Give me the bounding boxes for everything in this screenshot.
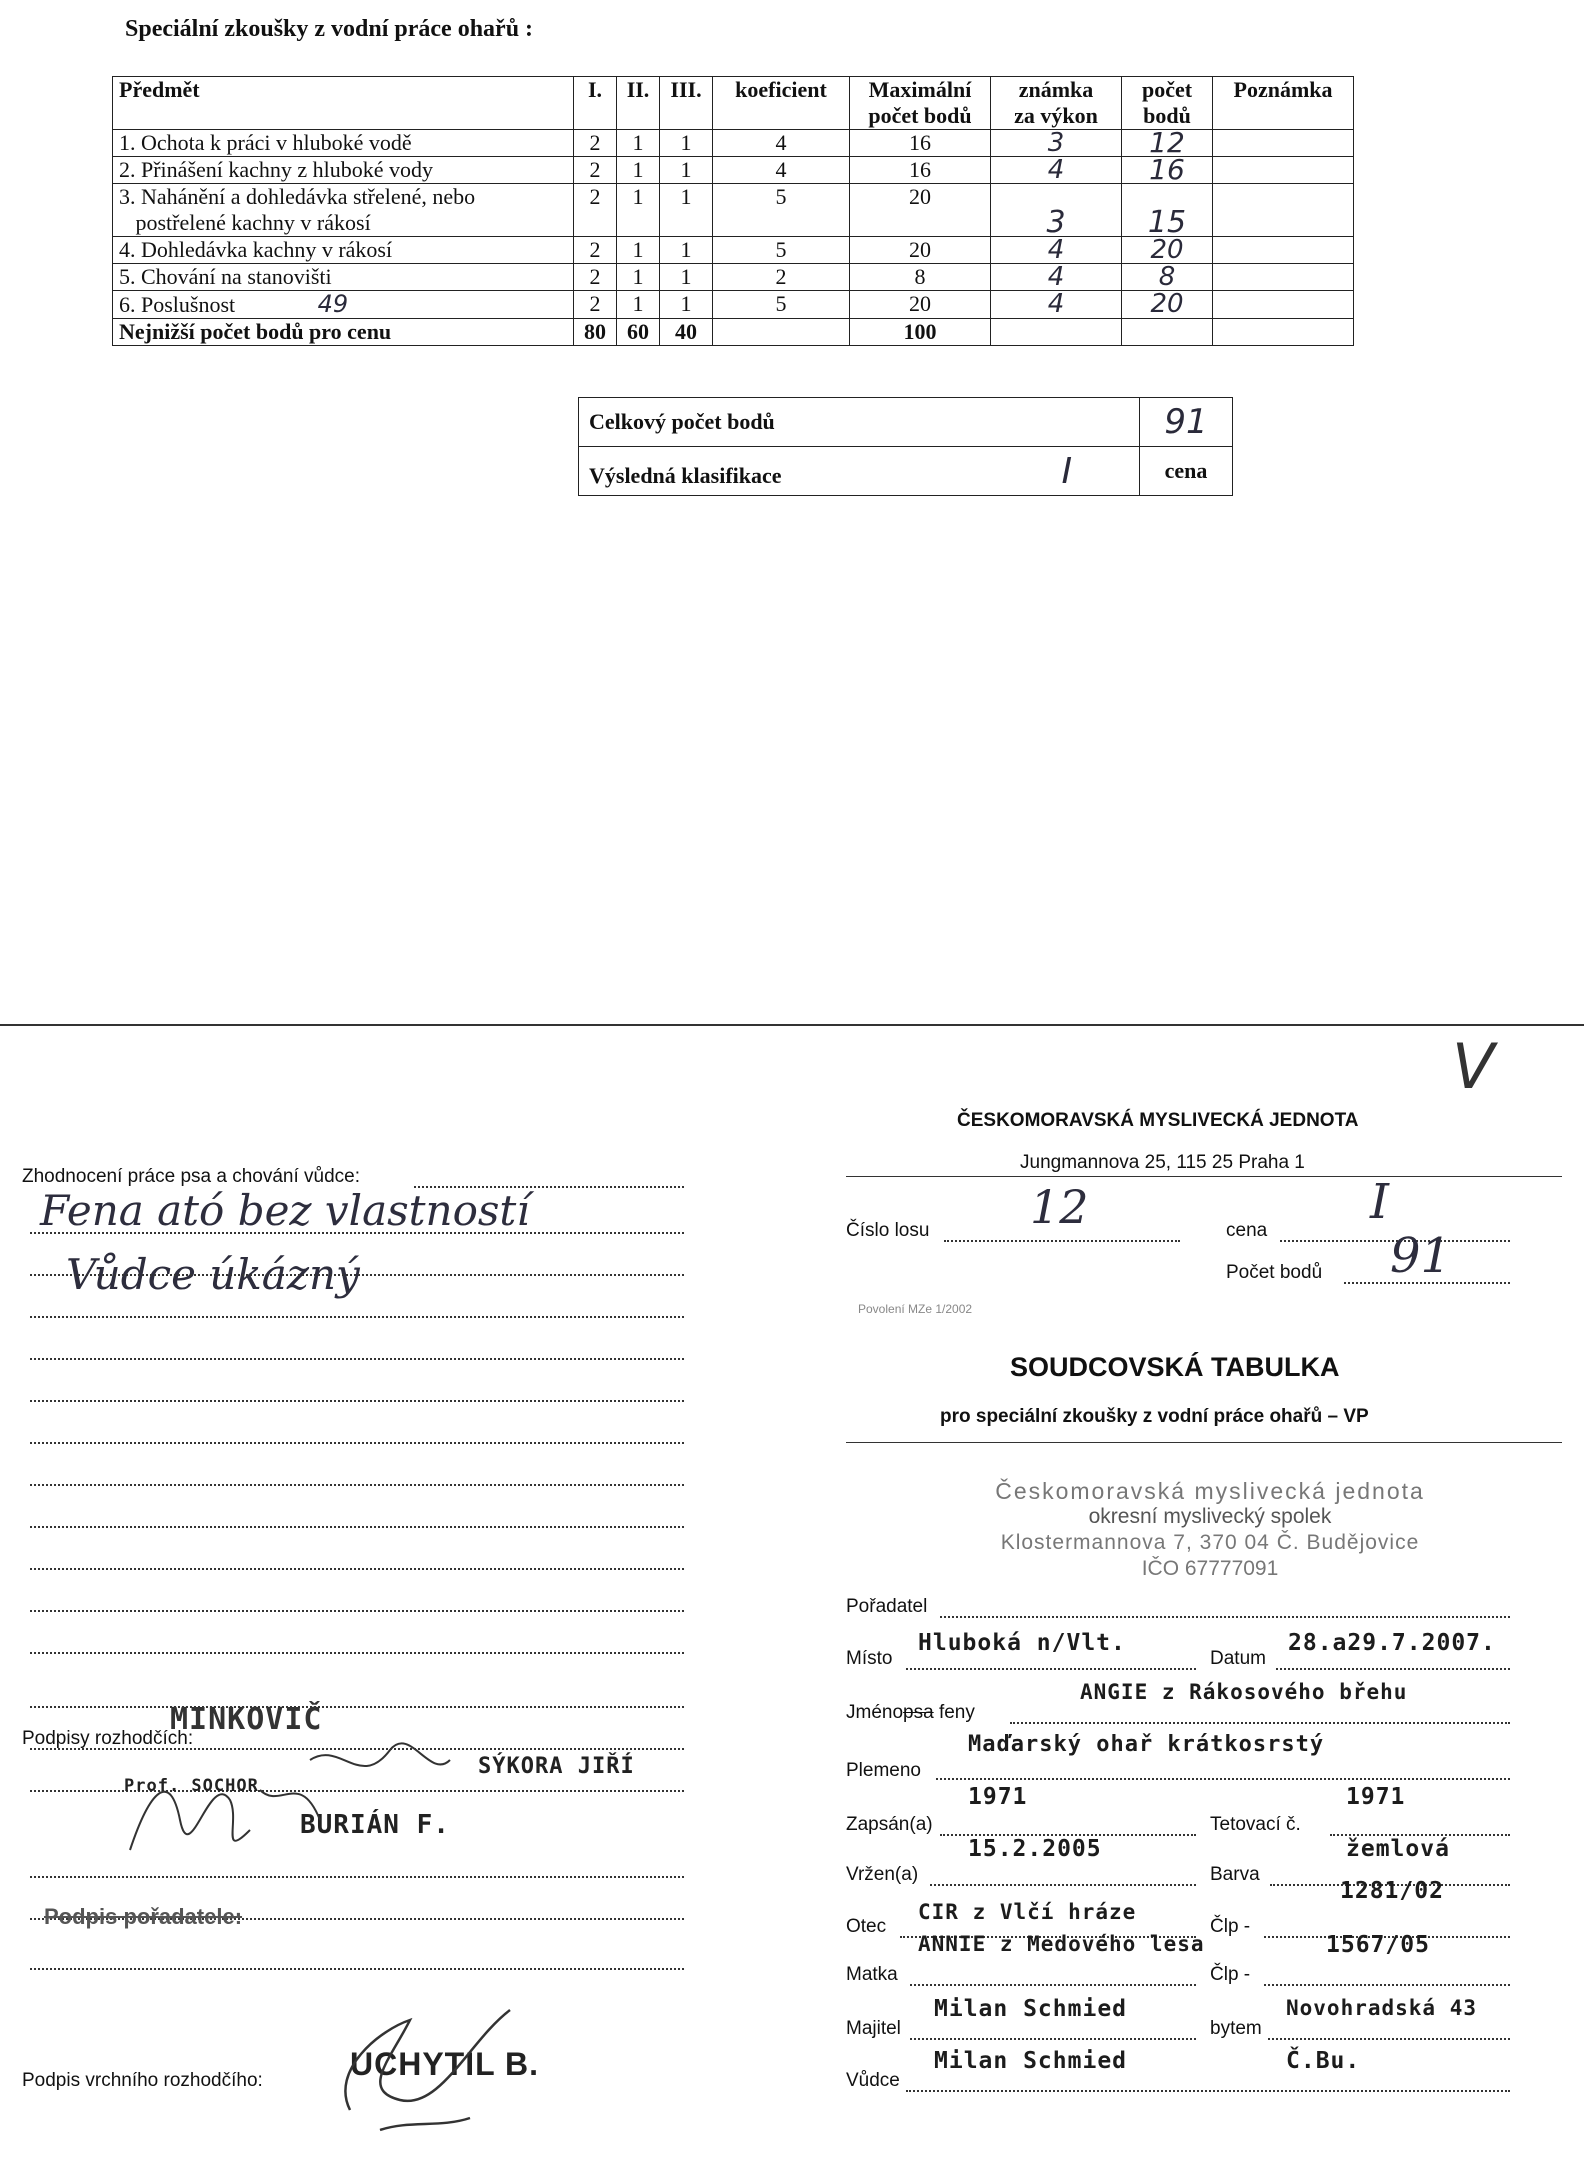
- summary-class-row: [579, 447, 1233, 496]
- dotted-line: [1268, 2038, 1510, 2040]
- row-ii: 1: [617, 184, 660, 237]
- total-points: [1122, 319, 1213, 346]
- chief-judge-stamp: UCHYTIL B.: [350, 2046, 539, 2082]
- row-note: [1213, 157, 1354, 184]
- row-ii: 1: [617, 291, 660, 319]
- margin-note: 49: [317, 290, 349, 318]
- total-iii: 40: [660, 319, 713, 346]
- row-grade: 3: [991, 184, 1122, 237]
- section-title: Speciální zkoušky z vodní práce ohařů :: [125, 16, 534, 42]
- approval-note: Povolení MZe 1/2002: [858, 1302, 973, 1316]
- total-i: 80: [574, 319, 617, 346]
- row-note: [1213, 264, 1354, 291]
- tattoo-label: Tetovací č.: [1210, 1814, 1301, 1835]
- dotted-line: [30, 1568, 684, 1570]
- row-iii: 1: [660, 157, 713, 184]
- row-grade: 3: [991, 130, 1122, 157]
- row-subject: 1. Ochota k práci v hluboké vodě: [113, 130, 574, 157]
- header-points: [1122, 77, 1213, 130]
- father-studbook-value: 1281/02: [1340, 1878, 1444, 1904]
- classification-suffix: cena: [1140, 447, 1233, 496]
- father-studbook-label: Člp -: [1210, 1916, 1251, 1937]
- prize-label: cena: [1226, 1220, 1268, 1241]
- total-max: 100: [850, 319, 991, 346]
- header-iii: III.: [660, 77, 713, 130]
- dotted-line: [1276, 1668, 1510, 1670]
- row-note: [1213, 291, 1354, 319]
- dotted-line: [910, 1984, 1196, 1986]
- name-label-text: Jméno: [846, 1702, 904, 1723]
- registration-value: 1971: [968, 1784, 1028, 1810]
- dotted-line: [936, 1778, 1510, 1780]
- owner-value: Milan Schmied: [934, 1996, 1128, 2022]
- row-coefficient: 4: [713, 130, 850, 157]
- father-label: Otec: [846, 1916, 887, 1937]
- header-max-line2: počet bodů: [868, 103, 972, 128]
- row-subject-line2: postřelené kachny v rákosí: [135, 210, 371, 235]
- evaluation-label: Zhodnocení práce psa a chování vůdce:: [22, 1166, 361, 1187]
- row-points: 15: [1122, 184, 1213, 237]
- evaluation-table: [112, 76, 1354, 346]
- born-label: Vržen(a): [846, 1864, 919, 1885]
- row-points: 16: [1122, 157, 1213, 184]
- judge-stamp-3: SÝKORA JIŘÍ: [478, 1754, 635, 1779]
- row-note: [1213, 237, 1354, 264]
- row-coefficient: 5: [713, 291, 850, 319]
- header-points-line2: bodů: [1143, 103, 1191, 128]
- color-label: Barva: [1210, 1864, 1260, 1885]
- header-i: I.: [574, 77, 617, 130]
- row-ii: 1: [617, 157, 660, 184]
- evaluation-handwriting-2: Vůdce úkázný: [66, 1250, 360, 1299]
- summary-table: [578, 397, 1233, 496]
- header-subject: Předmět: [113, 77, 574, 130]
- dotted-line: [30, 1316, 684, 1318]
- dotted-line: [906, 2090, 1510, 2092]
- stamp-line-3: Klostermannova 7, 370 04 Č. Budějovice: [1000, 1531, 1420, 1554]
- chief-judge-scribble: [320, 2000, 540, 2140]
- row-subject-text: 6. Poslušnost: [119, 292, 236, 317]
- dotted-line: [30, 1484, 684, 1486]
- handler-value: Milan Schmied: [934, 2048, 1128, 2074]
- mother-label: Matka: [846, 1964, 898, 1985]
- points-label: Počet bodů: [1226, 1262, 1323, 1283]
- dotted-line: [910, 2038, 1196, 2040]
- row-i: 2: [574, 264, 617, 291]
- header-grade: [991, 77, 1122, 130]
- row-max: 20: [850, 291, 991, 319]
- row-iii: 1: [660, 184, 713, 237]
- row-iii: 1: [660, 291, 713, 319]
- mother-studbook-value: 1567/05: [1326, 1932, 1430, 1958]
- evaluation-handwriting-1: Fenа ató bez vlastností: [40, 1186, 530, 1235]
- table-row: [113, 157, 1354, 184]
- place-label: Místo: [846, 1648, 893, 1669]
- handler-extra-value: Č.Bu.: [1286, 2048, 1361, 2074]
- dotted-line: [30, 1442, 684, 1444]
- dotted-line: [944, 1240, 1180, 1242]
- table-row: [113, 237, 1354, 264]
- breed-label: Plemeno: [846, 1760, 921, 1781]
- stamp-line-2: okresní myslivecký spolek: [1088, 1505, 1332, 1528]
- prize-value: I: [1370, 1174, 1389, 1230]
- dotted-line: [1264, 1984, 1510, 1986]
- header-ii: II.: [617, 77, 660, 130]
- row-iii: 1: [660, 237, 713, 264]
- row-points: 20: [1122, 291, 1213, 319]
- mother-value: ANNIE z Medového lesa: [918, 1932, 1205, 1956]
- header-max-line1: Maximální: [868, 77, 972, 102]
- organization-name: ČESKOMORAVSKÁ MYSLIVECKÁ JEDNOTA: [957, 1110, 1359, 1131]
- lot-number-value: 12: [1030, 1180, 1089, 1234]
- row-max: 16: [850, 157, 991, 184]
- table-row: [113, 184, 1354, 237]
- organizer-stamp: [930, 1478, 1490, 1582]
- row-i: 2: [574, 184, 617, 237]
- father-value: CIR z Vlčí hráze: [918, 1900, 1137, 1924]
- header-points-line1: počet: [1141, 77, 1193, 102]
- row-i: 2: [574, 291, 617, 319]
- row-ii: 1: [617, 130, 660, 157]
- row-points: 20: [1122, 237, 1213, 264]
- row-note: [1213, 130, 1354, 157]
- residence-label: bytem: [1210, 2018, 1262, 2039]
- header-coefficient: koeficient: [713, 77, 850, 130]
- header-max-points: [850, 77, 991, 130]
- judge-signatures-scribble: [110, 1730, 570, 1890]
- organizer-signature-label: Podpis pořadatele:: [44, 1904, 243, 1929]
- name-struck: psa: [903, 1702, 934, 1723]
- row-iii: 1: [660, 264, 713, 291]
- dotted-line: [940, 1616, 1510, 1618]
- dotted-line: [30, 1526, 684, 1528]
- name-suffix: feny: [938, 1702, 975, 1723]
- row-grade: 4: [991, 264, 1122, 291]
- row-points: 8: [1122, 264, 1213, 291]
- row-grade: 4: [991, 157, 1122, 184]
- points-value: 91: [1390, 1228, 1452, 1284]
- dotted-line: [30, 1232, 684, 1234]
- owner-label: Majitel: [846, 2018, 901, 2039]
- subtitle-rule: [846, 1442, 1562, 1443]
- table-total-row: [113, 319, 1354, 346]
- address-rule: [846, 1176, 1562, 1177]
- name-label: [846, 1702, 975, 1724]
- total-coefficient: [713, 319, 850, 346]
- form-subtitle: pro speciální zkoušky z vodní práce ohařů – VP: [940, 1406, 1369, 1427]
- date-label: Datum: [1210, 1648, 1266, 1669]
- dotted-line: [30, 1274, 684, 1276]
- row-coefficient: 5: [713, 184, 850, 237]
- row-subject: 2. Přinášení kachny z hluboké vody: [113, 157, 574, 184]
- row-coefficient: 5: [713, 237, 850, 264]
- row-max: 20: [850, 237, 991, 264]
- residence-value: Novohradská 43: [1286, 1996, 1478, 2020]
- dotted-line: [30, 1652, 684, 1654]
- organizer-label: Pořadatel: [846, 1596, 928, 1617]
- dotted-line: [30, 1610, 684, 1612]
- lot-number-label: Číslo losu: [846, 1220, 930, 1241]
- dotted-line: [906, 1668, 1196, 1670]
- table-row: [113, 264, 1354, 291]
- dotted-line: [30, 1400, 684, 1402]
- total-points-value: [1140, 398, 1233, 447]
- row-coefficient: 2: [713, 264, 850, 291]
- total-grade: [991, 319, 1122, 346]
- row-ii: 1: [617, 264, 660, 291]
- summary-total-row: [579, 398, 1233, 447]
- chief-judge-label: Podpis vrchního rozhodčího:: [22, 2070, 263, 2091]
- row-subject: 4. Dohledávka kachny v rákosí: [113, 237, 574, 264]
- row-grade: 4: [991, 291, 1122, 319]
- row-max: 16: [850, 130, 991, 157]
- check-mark: V: [1452, 1030, 1495, 1103]
- total-points-handwritten: 91: [1164, 402, 1208, 442]
- header-grade-line1: známka: [1018, 77, 1094, 102]
- breed-value: Maďarský ohař krátkosrstý: [968, 1732, 1325, 1757]
- row-subject-line1: 3. Nahánění a dohledávka střelené, nebo: [119, 184, 476, 209]
- row-max: 8: [850, 264, 991, 291]
- total-note: [1213, 319, 1354, 346]
- place-value: Hluboká n/Vlt.: [918, 1630, 1126, 1656]
- row-i: 2: [574, 237, 617, 264]
- classification-label-text: Výsledná klasifikace: [589, 462, 782, 488]
- judges-signature-label: Podpisy rozhodčích:: [22, 1728, 194, 1749]
- tattoo-value: 1971: [1346, 1784, 1406, 1810]
- judge-stamp-4: BURIÁN F.: [300, 1810, 450, 1840]
- row-i: 2: [574, 130, 617, 157]
- mother-studbook-label: Člp -: [1210, 1964, 1251, 1985]
- row-subject: 5. Chování na stanovišti: [113, 264, 574, 291]
- total-label: Nejnižší počet bodů pro cenu: [113, 319, 574, 346]
- stamp-line-1: Českomoravská myslivecká jednota: [995, 1478, 1425, 1504]
- row-subject: [113, 184, 574, 237]
- color-value: žemlová: [1346, 1836, 1450, 1862]
- total-points-label: Celkový počet bodů: [579, 398, 1140, 447]
- row-coefficient: 4: [713, 157, 850, 184]
- row-points: 12: [1122, 130, 1213, 157]
- stamp-line-4: IČO 67777091: [1141, 1557, 1279, 1580]
- classification-label: [579, 447, 1140, 496]
- header-note: Poznámka: [1213, 77, 1354, 130]
- dotted-line: [1010, 1722, 1510, 1724]
- classification-value: I: [1061, 450, 1073, 492]
- dotted-line: [30, 1358, 684, 1360]
- handler-label: Vůdce: [846, 2070, 900, 2091]
- dotted-line: [930, 1884, 1196, 1886]
- dog-name-value: ANGIE z Rákosového břehu: [1080, 1680, 1408, 1704]
- row-grade: 4: [991, 237, 1122, 264]
- date-value: 28.a29.7.2007.: [1288, 1630, 1496, 1656]
- registration-label: Zapsán(a): [846, 1814, 933, 1835]
- form-title: SOUDCOVSKÁ TABULKA: [1010, 1352, 1340, 1382]
- born-value: 15.2.2005: [968, 1836, 1102, 1862]
- header-grade-line2: za výkon: [1014, 103, 1098, 128]
- judge-stamp-2: Prof. SOCHOR: [124, 1776, 259, 1796]
- row-subject: [113, 291, 574, 319]
- table-row: [113, 291, 1354, 319]
- total-ii: 60: [617, 319, 660, 346]
- page-divider: [0, 1024, 1584, 1026]
- judge-stamp-1: MINKOVIČ: [170, 1702, 323, 1737]
- row-iii: 1: [660, 130, 713, 157]
- dotted-line: [30, 1706, 684, 1708]
- table-header-row: [113, 77, 1354, 130]
- row-note: [1213, 184, 1354, 237]
- dotted-line: [30, 1968, 684, 1970]
- row-ii: 1: [617, 237, 660, 264]
- organization-address: Jungmannova 25, 115 25 Praha 1: [1020, 1152, 1305, 1173]
- row-max: 20: [850, 184, 991, 237]
- row-i: 2: [574, 157, 617, 184]
